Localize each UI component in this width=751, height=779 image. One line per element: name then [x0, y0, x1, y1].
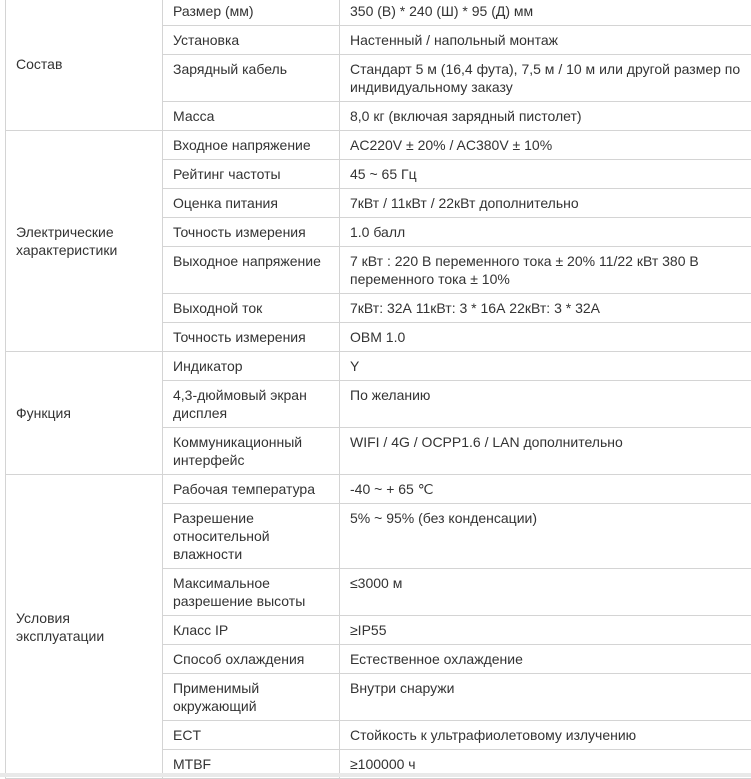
param-name: ECT [163, 721, 340, 750]
param-value: 8,0 кг (включая зарядный пистолет) [340, 102, 751, 131]
param-value: ≥100000 ч [340, 750, 751, 779]
param-name: Выходное напряжение [163, 247, 340, 294]
param-name: Точность измерения [163, 323, 340, 352]
param-value: OBM 1.0 [340, 323, 751, 352]
param-value: 45 ~ 65 Гц [340, 160, 751, 189]
param-name: Разрешение относительной влажности [163, 504, 340, 569]
param-value: 7 кВт : 220 В переменного тока ± 20% 11/22 кВт 380 В переменного тока ± 10% [340, 247, 751, 294]
param-name: Максимальное разрешение высоты [163, 569, 340, 616]
param-value: ≥IP55 [340, 616, 751, 645]
table-row [6, 352, 751, 381]
table-row [6, 475, 751, 504]
param-value: 7кВт: 32А 11кВт: 3 * 16А 22кВт: 3 * 32А [340, 294, 751, 323]
param-name: Точность измерения [163, 218, 340, 247]
param-value: AC220V ± 20% / AC380V ± 10% [340, 131, 751, 160]
param-name: MTBF [163, 750, 340, 779]
param-name: Рейтинг частоты [163, 160, 340, 189]
param-name: Индикатор [163, 352, 340, 381]
param-name: Рабочая температура [163, 475, 340, 504]
spec-table [5, 0, 751, 779]
param-name: Коммуникационный интерфейс [163, 428, 340, 475]
param-value: Естественное охлаждение [340, 645, 751, 674]
param-name: Зарядный кабель [163, 55, 340, 102]
group-label-operating-conditions: Условия эксплуатации [6, 475, 163, 779]
table-row [6, 0, 751, 26]
param-value: 1.0 балл [340, 218, 751, 247]
spec-table-body [6, 0, 751, 779]
param-name: Установка [163, 26, 340, 55]
param-name: Класс IP [163, 616, 340, 645]
param-value: 350 (В) * 240 (Ш) * 95 (Д) мм [340, 0, 751, 26]
param-name: Применимый окружающий [163, 674, 340, 721]
param-value: 7кВт / 11кВт / 22кВт дополнительно [340, 189, 751, 218]
param-value: ≤3000 м [340, 569, 751, 616]
group-label-composition: Состав [6, 0, 163, 131]
param-value: Внутри снаружи [340, 674, 751, 721]
table-row [6, 131, 751, 160]
param-value: Стойкость к ультрафиолетовому излучению [340, 721, 751, 750]
param-name: Способ охлаждения [163, 645, 340, 674]
group-label-function: Функция [6, 352, 163, 475]
param-value: 5% ~ 95% (без конденсации) [340, 504, 751, 569]
page-bottom-divider [0, 773, 751, 777]
param-value: WIFI / 4G / OCPP1.6 / LAN дополнительно [340, 428, 751, 475]
param-name: Размер (мм) [163, 0, 340, 26]
param-value: Стандарт 5 м (16,4 фута), 7,5 м / 10 м или другой размер по индивидуальному заказу [340, 55, 751, 102]
param-name: 4,3-дюймовый экран дисплея [163, 381, 340, 428]
param-name: Оценка питания [163, 189, 340, 218]
group-label-electrical: Электрические характеристики [6, 131, 163, 352]
param-value: Настенный / напольный монтаж [340, 26, 751, 55]
param-value: -40 ~ + 65 ℃ [340, 475, 751, 504]
param-value: Y [340, 352, 751, 381]
param-name: Входное напряжение [163, 131, 340, 160]
param-name: Масса [163, 102, 340, 131]
param-name: Выходной ток [163, 294, 340, 323]
param-value: По желанию [340, 381, 751, 428]
